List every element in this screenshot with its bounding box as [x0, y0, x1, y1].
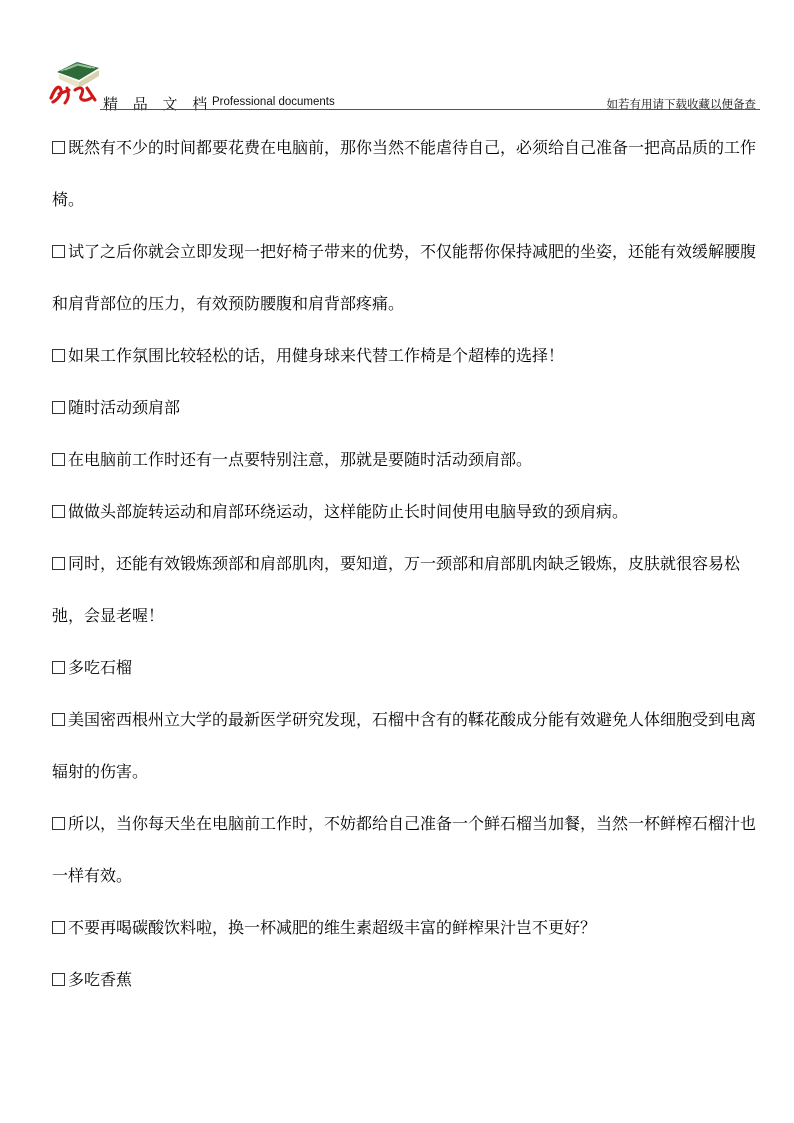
bullet-box-icon	[52, 401, 65, 414]
bullet-box-icon	[52, 557, 65, 570]
bullet-box-icon	[52, 245, 65, 258]
header-divider	[100, 109, 760, 110]
header-subtitle: Professional documents	[212, 96, 335, 108]
bullet-box-icon	[52, 453, 65, 466]
bullet-box-icon	[52, 141, 65, 154]
bullet-box-icon	[52, 713, 65, 726]
bullet-box-icon	[52, 817, 65, 830]
page-header	[47, 54, 760, 113]
bullet-box-icon	[52, 921, 65, 934]
paragraph: 做做头部旋转运动和肩部环绕运动，这样能防止长时间使用电脑导致的颈肩病。	[52, 486, 764, 538]
section-heading: 多吃石榴	[52, 642, 764, 694]
bullet-box-icon	[52, 661, 65, 674]
paragraph: 美国密西根州立大学的最新医学研究发现，石榴中含有的鞣花酸成分能有效避免人体细胞受到电离辐射的伤害。	[52, 710, 757, 781]
bullet-box-icon	[52, 505, 65, 518]
header-title: 精 品 文 档	[103, 95, 213, 113]
logo	[47, 54, 107, 106]
header-download-note: 如若有用请下载收藏以便备查	[606, 97, 756, 111]
paragraph: 所以，当你每天坐在电脑前工作时，不妨都给自己准备一个鲜石榴当加餐，当然一杯鲜榨石榴汁也一样有效。	[52, 814, 757, 885]
paragraph: 同时，还能有效锻炼颈部和肩部肌肉，要知道，万一颈部和肩部肌肉缺乏锻炼，皮肤就很容易松弛，会显老喔！	[52, 554, 741, 625]
section-heading: 多吃香蕉	[52, 954, 764, 1006]
bullet-box-icon	[52, 349, 65, 362]
section-heading: 随时活动颈肩部	[52, 382, 764, 434]
paragraph: 在电脑前工作时还有一点要特别注意，那就是要随时活动颈肩部。	[52, 434, 764, 486]
paragraph: 如果工作氛围比较轻松的话，用健身球来代替工作椅是个超棒的选择！	[52, 330, 764, 382]
paragraph: 不要再喝碳酸饮料啦，换一杯减肥的维生素超级丰富的鲜榨果汁岂不更好？	[52, 902, 764, 954]
logo-book-icon	[47, 54, 107, 106]
paragraph: 试了之后你就会立即发现一把好椅子带来的优势，不仅能帮你保持减肥的坐姿，还能有效缓解腰腹和肩背部位的压力，有效预防腰腹和肩背部疼痛。	[52, 242, 757, 313]
paragraph: 既然有不少的时间都要花费在电脑前，那你当然不能虐待自己，必须给自己准备一把高品质的工作椅。	[52, 138, 757, 209]
bullet-box-icon	[52, 973, 65, 986]
document-body	[52, 122, 764, 1006]
